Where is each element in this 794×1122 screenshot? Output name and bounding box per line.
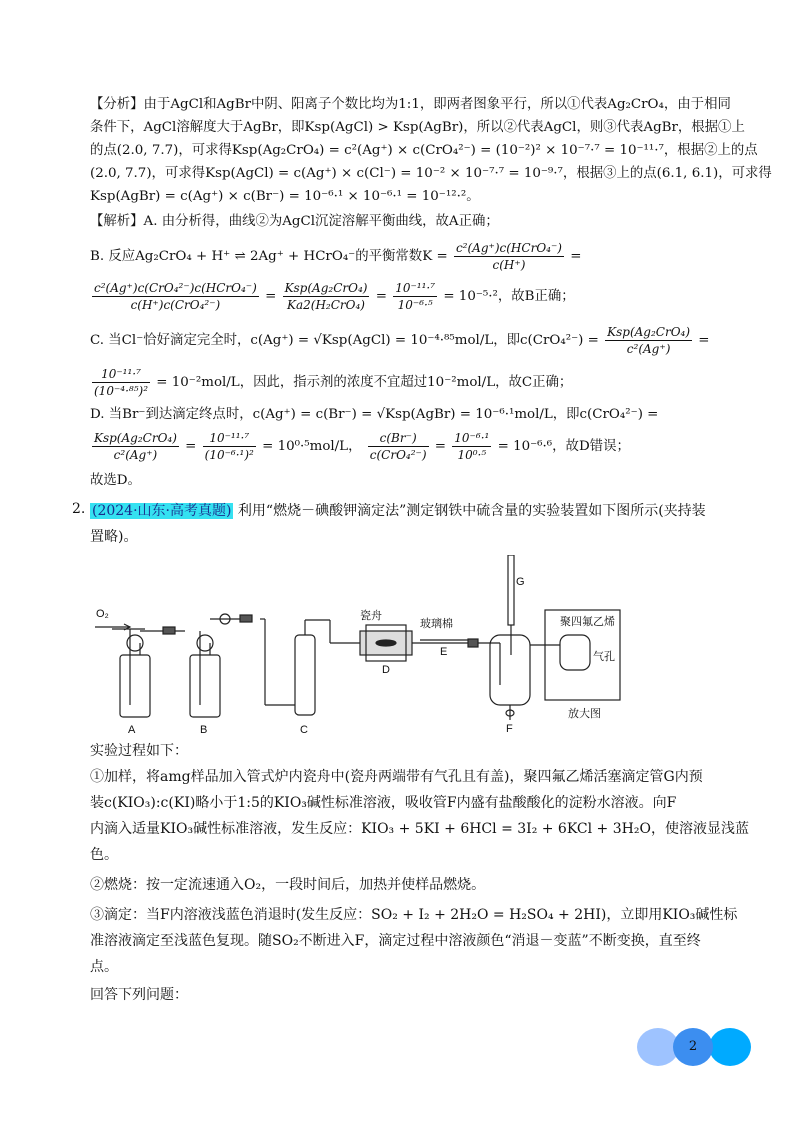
- solution-c-tail: = 10⁻²mol/L，因此，指示剂的浓度不宜超过10⁻²mol/L，故C正确；: [156, 375, 573, 390]
- fraction-denominator: c(CrO₄²⁻): [369, 448, 427, 462]
- label-zoom: 放大图: [568, 708, 601, 720]
- solution-d-tail: = 10⁻⁶·⁶，故D错误；: [497, 439, 630, 454]
- fraction-denominator: Ka2(H₂CrO₄): [287, 298, 365, 312]
- process-step-3-line-3: 点。: [90, 959, 118, 975]
- solution-a: 【解析】A. 由分析得，曲线②为AgCl沉淀溶解平衡曲线，故A正确；: [90, 214, 499, 229]
- solution-c-line-1: C. 当Cl⁻恰好滴定完全时，c(Ag⁺) = √Ksp(AgCl) = 10⁻⁴·⁸⁵mol/L，即c(CrO₄²⁻) = $\frac{\text{Ksp(Ag₂CrO₄)}}{\text{c²(Ag⁺)}}$ =: [90, 325, 710, 356]
- fraction-numerator: 10⁻⁶·¹: [454, 431, 490, 445]
- analysis-line-5: Ksp(AgBr) = c(Ag⁺) × c(Br⁻) = 10⁻⁶·¹ × 10⁻⁶·¹ = 10⁻¹²·²。: [90, 189, 480, 204]
- answer-prompt: 回答下列问题：: [90, 987, 188, 1003]
- bottle-a: [120, 655, 150, 717]
- process-title: 实验过程如下：: [90, 743, 188, 759]
- label-rod: 玻璃棉: [420, 618, 453, 630]
- analysis-line-3: 的点(2.0, 7.7)，可求得Ksp(Ag₂CrO₄) = c²(Ag⁺) × c(CrO₄²⁻) = (10⁻²)² × 10⁻⁷·⁷ = 10⁻¹¹·⁷，根据②上的点: [90, 143, 758, 158]
- label-hole: 气孔: [593, 651, 615, 663]
- fraction-numerator: c²(Ag⁺)c(HCrO₄⁻): [455, 241, 562, 255]
- solution-b-tail: = 10⁻⁵·²，故B正确；: [443, 289, 575, 304]
- apparatus-diagram: [90, 555, 690, 735]
- question-line-1: [90, 500, 706, 522]
- process-step-1-line-2: 装c(KIO₃):c(KI)略小于1:5的KIO₃碱性标准溶液，吸收管F内盛有盐酸酸化的淀粉水溶液。向F: [90, 795, 677, 811]
- label-d: D: [382, 664, 390, 676]
- process-step-1-line-4: 色。: [90, 847, 118, 863]
- solution-choose: 故选D。: [90, 473, 141, 488]
- process-step-1-line-1: ①加样，将amg样品加入管式炉内瓷舟中(瓷舟两端带有气孔且有盖)，聚四氟乙烯活塞滴定管G内预: [90, 769, 703, 785]
- fraction: [92, 366, 150, 399]
- label-b: B: [200, 724, 208, 735]
- process-step-3-line-2: 准溶液滴定至浅蓝色复现。随SO₂不断进入F，滴定过程中溶液颜色“消退－变蓝”不断变换，直至终: [90, 933, 701, 949]
- process-step-1-line-3: 内滴入适量KIO₃碱性标准溶液，发生反应：KIO₃ + 5KI + 6HCl = 3I₂ + 6KCl + 3H₂O，使溶液显浅蓝: [90, 821, 749, 837]
- fraction-numerator: 10⁻¹¹·⁷: [203, 430, 256, 447]
- absorption-tube-f: [490, 635, 530, 705]
- solution-b-prefix: B. 反应Ag₂CrO₄ + H⁺ ⇌ 2Ag⁺ + HCrO₄⁻的平衡常数K =: [90, 249, 448, 264]
- label-f: F: [506, 723, 513, 735]
- label-c: C: [300, 724, 308, 735]
- analysis-line-1: 【分析】由于AgCl和AgBr中阴、阳离子个数比均为1:1，即两者图象平行，所以①代表Ag₂CrO₄，由于相同: [90, 97, 731, 112]
- process-step-2: ②燃烧：按一定流速通入O₂，一段时间后，加热并使样品燃烧。: [90, 877, 486, 893]
- fraction: [92, 430, 179, 463]
- question-source-tag[interactable]: (2024·山东·高考真题): [92, 503, 232, 519]
- fraction: [452, 430, 491, 463]
- fraction-numerator: Ksp(Ag₂CrO₄): [607, 325, 691, 339]
- solution-d-line-2: $\frac{\text{Ksp(Ag₂CrO₄)}}{\text{c²(Ag⁺)}}$ = $\frac{\text{10⁻¹¹·⁷}}{\text{(10⁻⁶·¹)²}}$ = 10⁰·⁵mol/L， $\frac{c(Br^-)}{\text{c(CrO₄²⁻)}}$ = $\frac{\text{10⁻⁶·¹}}{\text{10⁰·⁵}}$ = 10⁻⁶·⁶，故D错误；: [94, 431, 630, 462]
- page-badge-right: [709, 1028, 751, 1066]
- fraction-denominator: 10⁻⁶·⁵: [397, 298, 433, 312]
- fraction-denominator: c²(Ag⁺): [626, 342, 671, 356]
- fraction: [92, 280, 259, 313]
- label-boat: 瓷舟: [360, 610, 382, 622]
- solution-c-prefix: C. 当Cl⁻恰好滴定完全时，c(Ag⁺) = √Ksp(AgCl) = 10⁻⁴·⁸⁵mol/L，即c(CrO₄²⁻) =: [90, 333, 599, 348]
- label-a: A: [128, 724, 136, 735]
- fraction: [605, 324, 692, 357]
- solution-d-line-1: D. 当Br⁻到达滴定终点时，c(Ag⁺) = c(Br⁻) = √Ksp(AgBr) = 10⁻⁶·¹mol/L，即c(CrO₄²⁻) =: [90, 407, 659, 422]
- solution-b-line-2: $\frac{\text{c²(Ag⁺)c(CrO₄²⁻)c(HCrO₄⁻)}}{\text{c(H⁺)c(CrO₄²⁻)}}$ = $\frac{\text{Ksp(Ag₂CrO₄)}}{\text{Ka2(H₂CrO₄)}}$ = $\frac{\text{10⁻¹¹·⁷}}{\text{10⁻⁶·⁵}}$ = 10⁻⁵·²，故B正确；: [94, 281, 575, 312]
- fraction: [368, 430, 429, 463]
- label-e: E: [440, 646, 448, 658]
- fraction-denominator: c(H⁺): [492, 258, 526, 272]
- analysis-line-4: (2.0, 7.7)，可求得Ksp(AgCl) = c(Ag⁺) × c(Cl⁻) = 10⁻² × 10⁻⁷·⁷ = 10⁻⁹·⁷，根据③上的点(6.1, 6.1)，可求得: [90, 166, 772, 181]
- fraction-denominator: (10⁻⁴·⁸⁵)²: [94, 384, 149, 398]
- fraction: [393, 280, 437, 313]
- page-number: 2: [688, 1039, 698, 1054]
- fraction-numerator: c(Br⁻): [368, 430, 429, 447]
- label-stopper: 聚四氟乙烯: [560, 616, 615, 628]
- question-number: 2.: [72, 501, 86, 517]
- bottle-b: [190, 655, 220, 717]
- fraction-denominator: 10⁰·⁵: [457, 448, 487, 462]
- solution-d-mid: = 10⁰·⁵mol/L，: [262, 439, 362, 454]
- fraction-denominator: c(H⁺)c(CrO₄²⁻): [130, 298, 221, 312]
- question-text: 利用“燃烧－碘酸钾滴定法”测定钢铁中硫含量的实验装置如下图所示(夹持装: [237, 503, 706, 519]
- drying-column-c: [295, 635, 315, 715]
- fraction: [203, 430, 256, 463]
- label-o2: O₂: [96, 608, 109, 620]
- fraction-numerator: Ksp(Ag₂CrO₄): [284, 281, 368, 295]
- label-g: G: [516, 576, 525, 588]
- question-line-2: 置略)。: [90, 529, 138, 545]
- solution-b-line-1: B. 反应Ag₂CrO₄ + H⁺ ⇌ 2Ag⁺ + HCrO₄⁻的平衡常数K = $\frac{\text{c²(Ag⁺)c(HCrO₄⁻)}}{c(H^+)}$ =: [90, 241, 582, 272]
- process-step-3-line-1: ③滴定：当F内溶液浅蓝色消退时(发生反应：SO₂ + I₂ + 2H₂O = H₂SO₄ + 2HI)，立即用KIO₃碱性标: [90, 907, 738, 923]
- fraction-numerator: 10⁻¹¹·⁷: [395, 281, 436, 295]
- fraction-denominator: (10⁻⁶·¹)²: [204, 448, 254, 462]
- fraction: [283, 280, 370, 313]
- fraction-numerator: c²(Ag⁺)c(CrO₄²⁻)c(HCrO₄⁻): [94, 281, 257, 295]
- analysis-line-2: 条件下，AgCl溶解度大于AgBr，即Ksp(AgCl) > Ksp(AgBr)，所以②代表AgCl，则③代表AgBr，根据①上: [90, 120, 745, 135]
- solution-c-line-2: [90, 366, 572, 399]
- fraction-denominator: c²(Ag⁺): [113, 448, 158, 462]
- fraction-numerator: 10⁻¹¹·⁷: [92, 366, 150, 383]
- fraction-numerator: Ksp(Ag₂CrO₄): [94, 431, 177, 445]
- burette-g: [508, 555, 514, 625]
- fraction: [454, 240, 564, 273]
